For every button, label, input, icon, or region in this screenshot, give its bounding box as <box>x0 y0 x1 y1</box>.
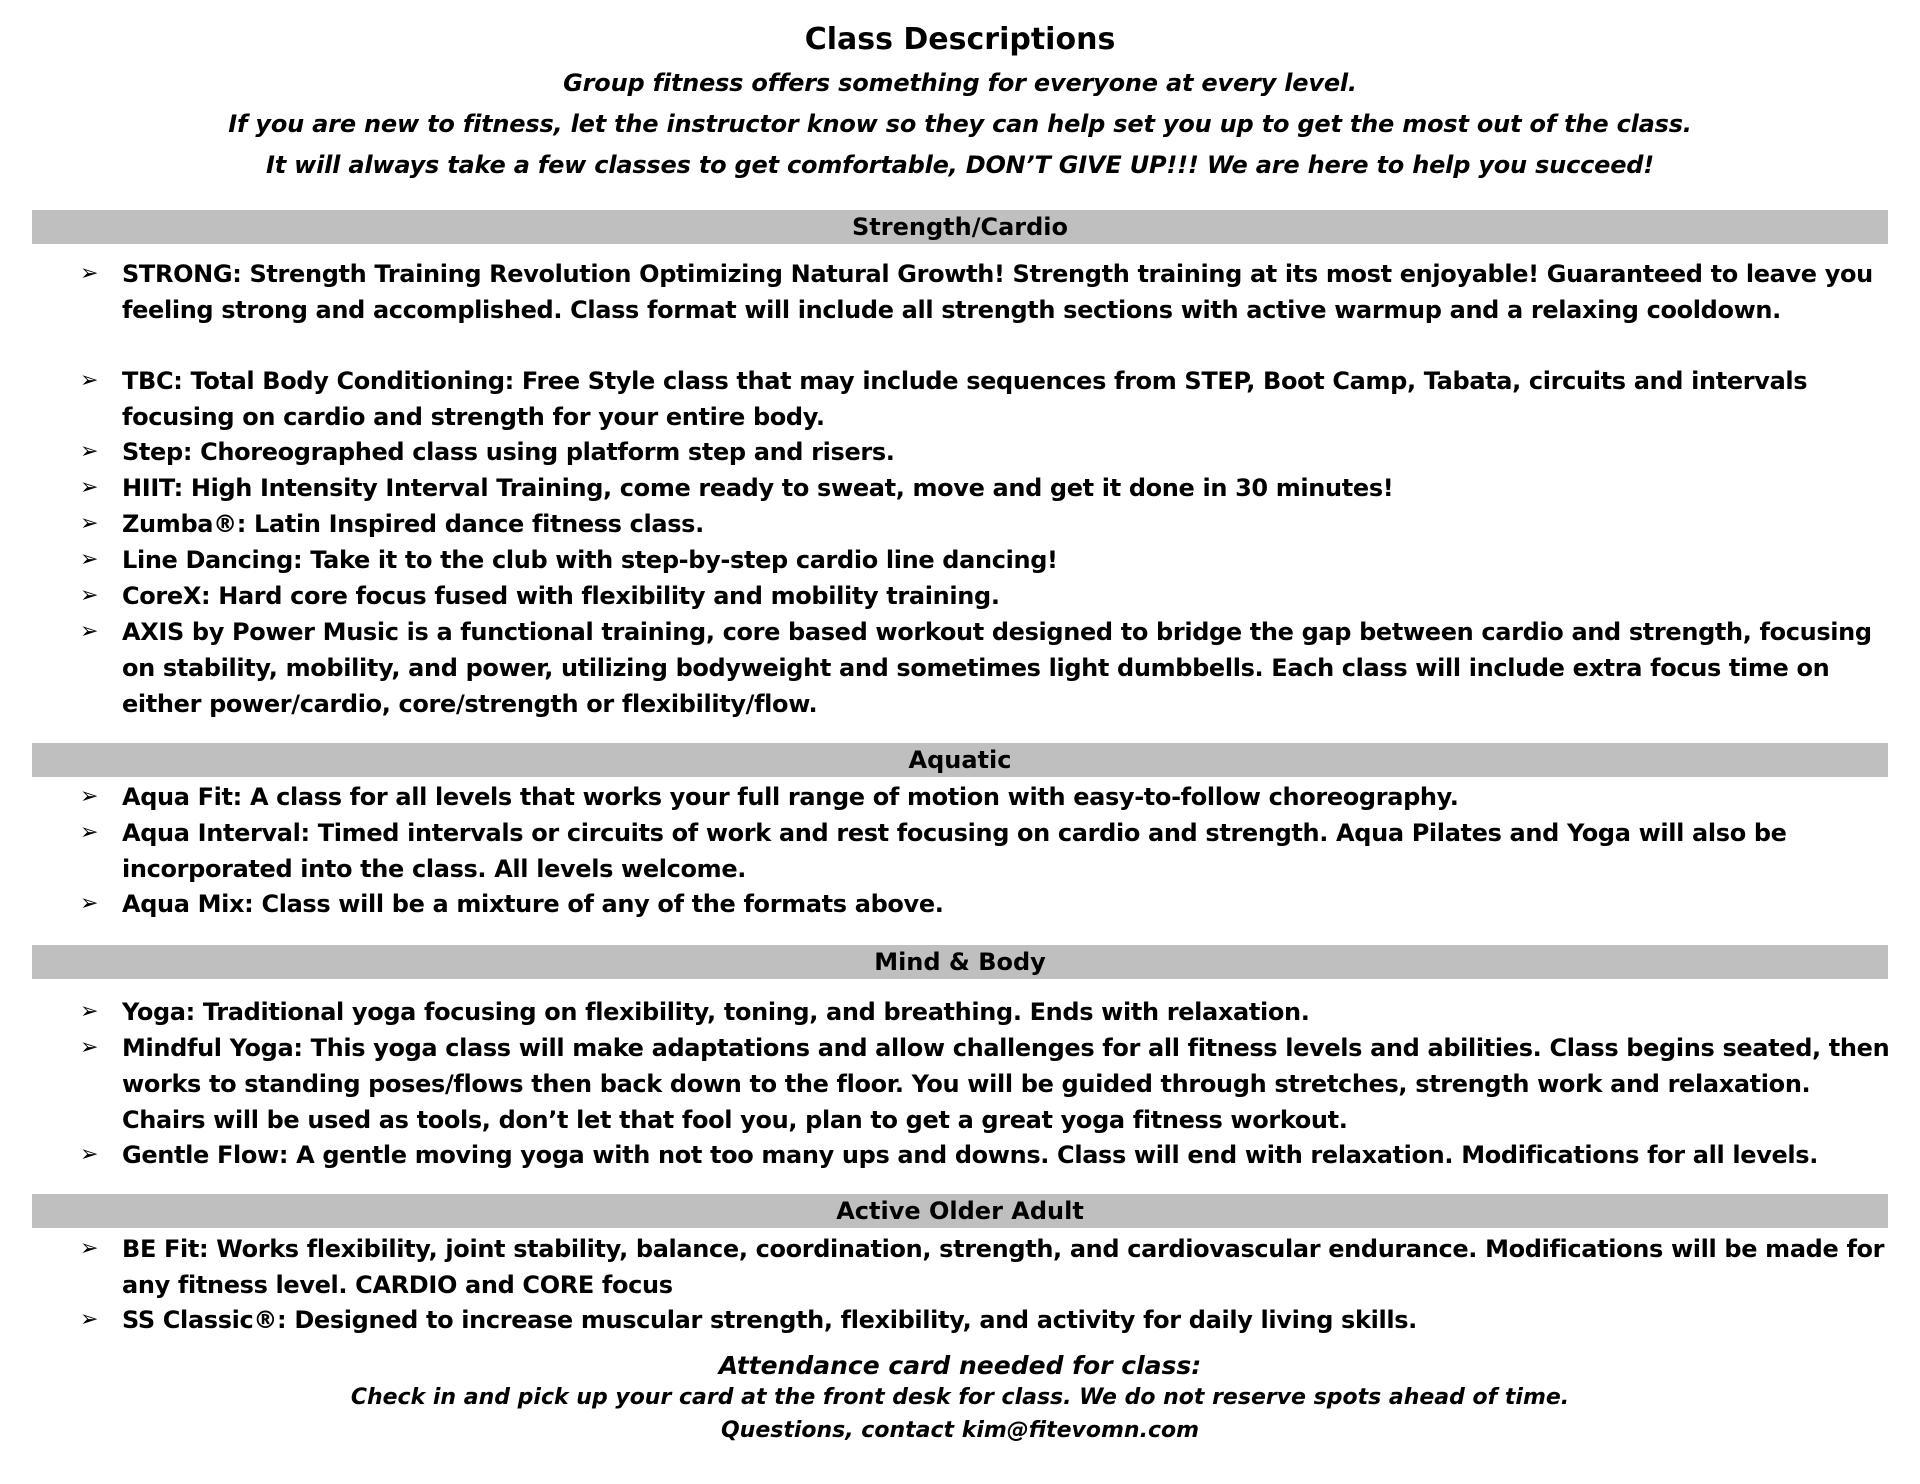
class-description <box>122 363 1892 435</box>
class-description <box>122 1137 1892 1173</box>
attendance-instructions: Check in and pick up your card at the front desk for class. We do not reserve spots ahead of time. <box>350 1385 1570 1410</box>
class-description <box>122 614 1892 722</box>
class-name: Line Dancing: <box>122 546 303 574</box>
class-desc: Choreographed class using platform step and risers. <box>192 438 895 466</box>
class-name: Aqua Fit: <box>122 783 242 811</box>
class-name: Step: <box>122 438 193 466</box>
class-name: BE Fit: <box>122 1235 209 1263</box>
class-desc: Class will be a mixture of any of the formats above. <box>253 890 944 918</box>
class-desc: by Power Music is a functional training, core based workout designed to bridge the gap between cardio and strength, focusing on stability, mobility, and power, utilizing bodyweight and sometimes light dumbbells. Each class will include extra focus time on either power/cardio, core/strength or flexibility/flow. <box>122 618 1872 718</box>
class-desc: Take it to the club with step-by-step cardio line dancing! <box>302 546 1058 574</box>
class-description <box>122 815 1892 887</box>
class-desc: Strength Training Revolution Optimizing Natural Growth! Strength training at its most enjoyable! Guaranteed to leave you feeling strong and accomplished. Class format will include all strength sections with active warmup and a relaxing cooldown. <box>122 260 1873 324</box>
arrow-bullet-icon: ➢ <box>80 475 99 500</box>
class-description <box>122 542 1892 578</box>
class-description <box>122 578 1892 614</box>
class-name: Gentle Flow: <box>122 1141 289 1169</box>
arrow-bullet-icon: ➢ <box>80 1035 99 1060</box>
class-desc: Hard core focus fused with flexibility and mobility training. <box>210 582 1000 610</box>
arrow-bullet-icon: ➢ <box>80 583 99 608</box>
section-header-active-older-adult: Active Older Adult <box>32 1194 1888 1228</box>
class-desc: Timed intervals or circuits of work and rest focusing on cardio and strength. Aqua Pilates and Yoga will also be incorporated into the class. All levels welcome. <box>122 819 1787 883</box>
arrow-bullet-icon: ➢ <box>80 820 99 845</box>
arrow-bullet-icon: ➢ <box>80 1142 99 1167</box>
arrow-bullet-icon: ➢ <box>80 439 99 464</box>
arrow-bullet-icon: ➢ <box>80 368 99 393</box>
page-title: Class Descriptions <box>804 22 1116 57</box>
class-name: Aqua Interval: <box>122 819 310 847</box>
class-desc: Designed to increase muscular strength, flexibility, and activity for daily living skills. <box>286 1306 1417 1334</box>
section-header-mind-body: Mind & Body <box>32 945 1888 979</box>
class-name: Yoga: <box>122 998 195 1026</box>
attendance-heading: Attendance card needed for class: <box>718 1351 1202 1380</box>
class-description <box>122 256 1892 328</box>
intro-line-2: If you are new to fitness, let the instructor know so they can help set you up to get the most out of the class. <box>228 110 1692 138</box>
section-header-strength-cardio: Strength/Cardio <box>32 210 1888 244</box>
class-desc: This yoga class will make adaptations and allow challenges for all fitness levels and abilities. Class begins seated, then works to standing poses/flows then back down to the floor. You will be guided through stretches, strength work and relaxation. Chairs will be used as tools, don’t let that fool you, plan to get a great yoga fitness workout. <box>122 1034 1890 1134</box>
class-description <box>122 1302 1892 1338</box>
class-name: Aqua Mix: <box>122 890 254 918</box>
class-name: HIIT: <box>122 474 183 502</box>
section-header-aquatic: Aquatic <box>32 743 1888 777</box>
intro-line-3: It will always take a few classes to get comfortable, DON’T GIVE UP!!! We are here to help you succeed! <box>265 151 1655 179</box>
arrow-bullet-icon: ➢ <box>80 261 99 286</box>
arrow-bullet-icon: ➢ <box>80 999 99 1024</box>
arrow-bullet-icon: ➢ <box>80 547 99 572</box>
arrow-bullet-icon: ➢ <box>80 784 99 809</box>
class-desc: High Intensity Interval Training, come ready to sweat, move and get it done in 30 minutes! <box>182 474 1394 502</box>
class-name: Zumba®: <box>122 510 247 538</box>
class-description <box>122 506 1892 542</box>
class-description <box>122 434 1892 470</box>
class-name: STRONG: <box>122 260 242 288</box>
arrow-bullet-icon: ➢ <box>80 891 99 916</box>
arrow-bullet-icon: ➢ <box>80 619 99 644</box>
arrow-bullet-icon: ➢ <box>80 511 99 536</box>
class-desc: Latin Inspired dance fitness class. <box>246 510 704 538</box>
class-desc: A class for all levels that works your full range of motion with easy-to-follow choreography. <box>241 783 1459 811</box>
class-desc: Traditional yoga focusing on flexibility, toning, and breathing. Ends with relaxation. <box>194 998 1310 1026</box>
class-description <box>122 1030 1892 1138</box>
class-desc: A gentle moving yoga with not too many ups and downs. Class will end with relaxation. Modifications for all levels. <box>288 1141 1819 1169</box>
class-name: Mindful Yoga: <box>122 1034 303 1062</box>
class-description <box>122 994 1892 1030</box>
class-description <box>122 886 1892 922</box>
class-name: TBC: <box>122 367 183 395</box>
class-name: SS Classic®: <box>122 1306 287 1334</box>
class-desc: Total Body Conditioning: Free Style class that may include sequences from STEP, Boot Camp, Tabata, circuits and intervals focusing on cardio and strength for your entire body. <box>122 367 1808 431</box>
class-name: CoreX: <box>122 582 211 610</box>
class-description <box>122 779 1892 815</box>
class-desc: Works flexibility, joint stability, balance, coordination, strength, and cardiovascular endurance. Modifications will be made for any fitness level. CARDIO and CORE focus <box>122 1235 1885 1299</box>
class-description <box>122 1231 1892 1303</box>
contact-line: Questions, contact kim@fitevomn.com <box>720 1418 1200 1443</box>
class-description <box>122 470 1892 506</box>
class-name: AXIS <box>122 618 184 646</box>
arrow-bullet-icon: ➢ <box>80 1236 99 1261</box>
intro-line-1: Group fitness offers something for everyone at every level. <box>563 69 1357 97</box>
arrow-bullet-icon: ➢ <box>80 1307 99 1332</box>
